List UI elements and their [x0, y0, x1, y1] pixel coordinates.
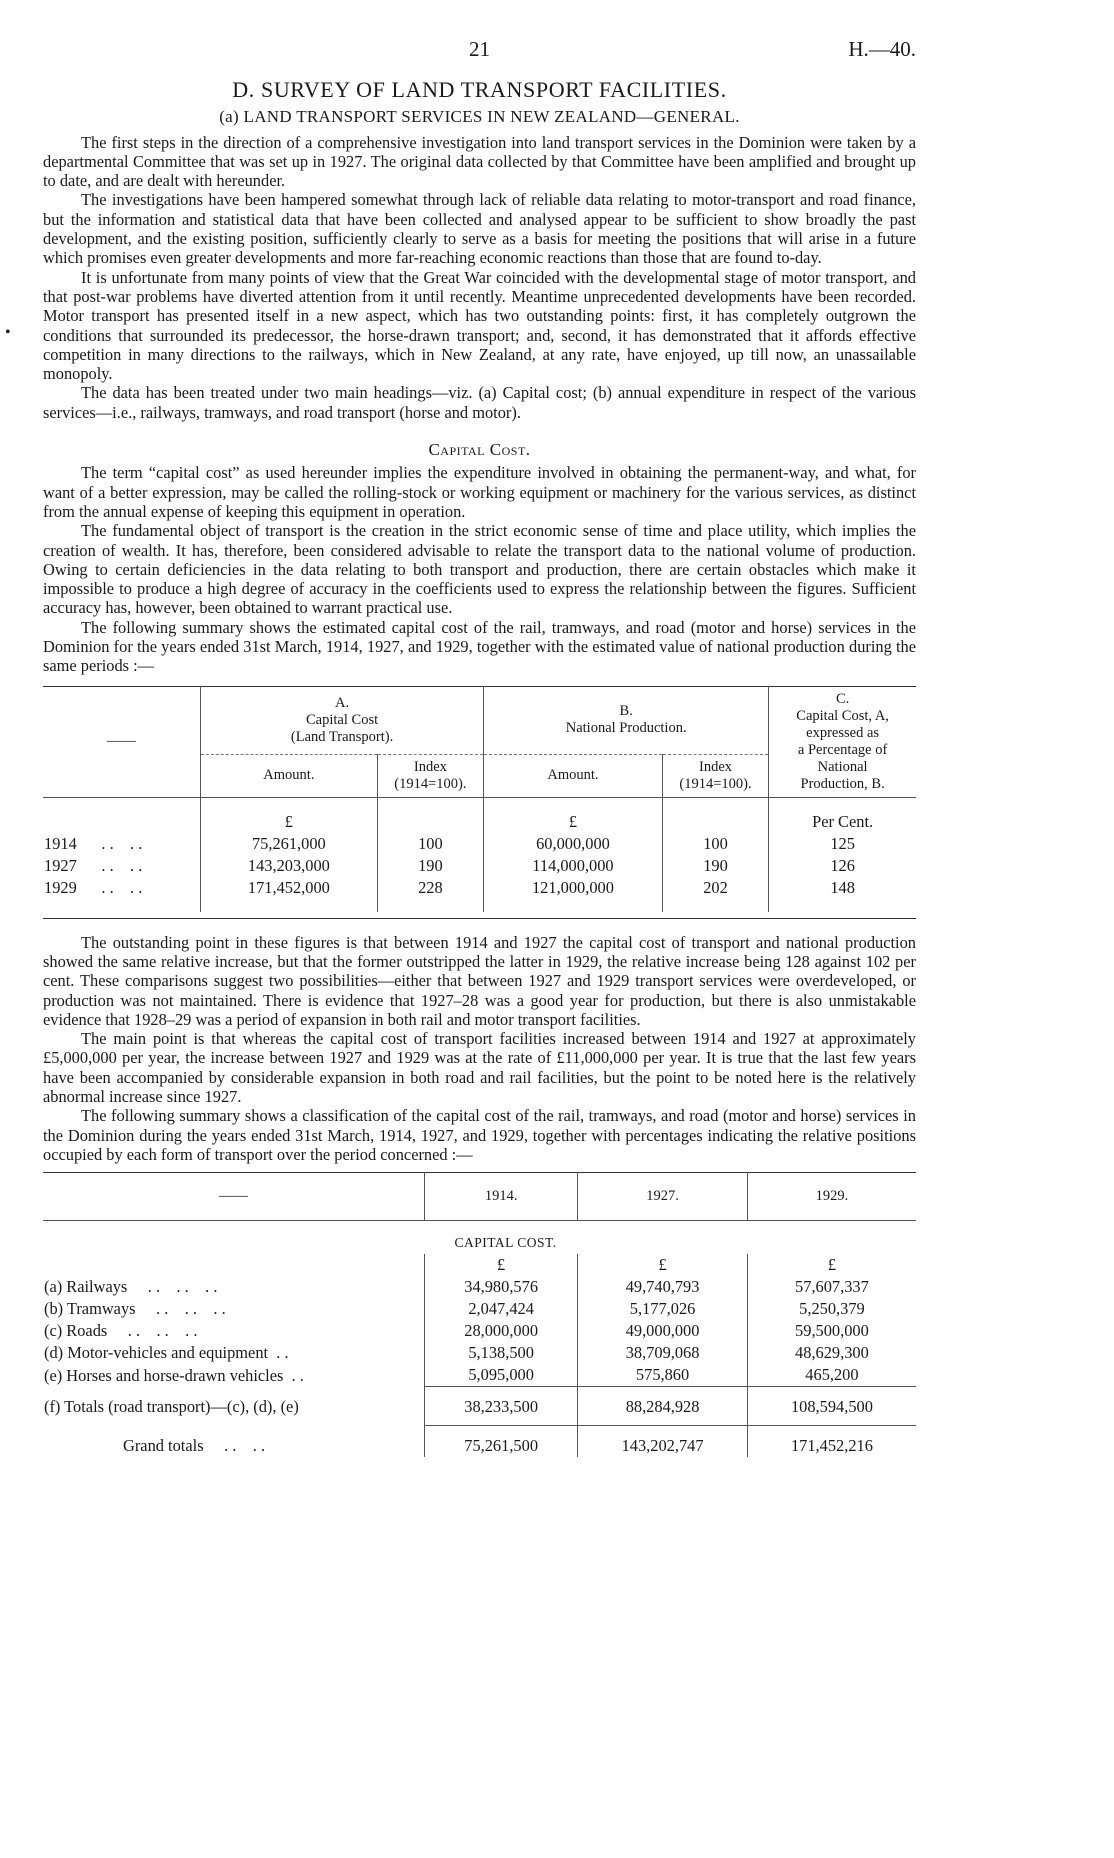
cell-1929: 57,607,337	[747, 1276, 916, 1298]
document-page	[5, 30, 916, 1457]
totals-row	[43, 1387, 916, 1426]
row-leader: . .	[291, 1365, 304, 1385]
row-leader: . . . .	[101, 833, 143, 853]
cell-1927: 49,740,793	[578, 1276, 748, 1298]
table-row	[43, 833, 916, 855]
row-year: 1927	[44, 855, 77, 875]
cell-b-index: 100	[662, 833, 768, 855]
table-row	[43, 855, 916, 877]
table-stub: ——	[107, 733, 137, 750]
cell-b-amount: 60,000,000	[484, 833, 663, 855]
column-group-c: C. Capital Cost, A, expressed as a Percentage of National Production, B.	[769, 686, 916, 797]
paragraph: The following summary shows the estimated capital cost of the rail, tramways, and road (motor and horse) services in the Dominion for the years ended 31st March, 1914, 1927, and 1929, together with the estimated value of national production during the same periods :—	[43, 617, 916, 676]
unit-label: £	[484, 797, 663, 833]
column-header-year: 1929.	[747, 1173, 916, 1221]
cell-a-index: 228	[377, 877, 483, 912]
paragraph: The data has been treated under two main headings—viz. (a) Capital cost; (b) annual expenditure in respect of the various services—i.e., railways, tramways, and road transport (horse and motor).	[43, 383, 916, 422]
column-group-a: A. Capital Cost (Land Transport).	[201, 686, 484, 755]
row-leader: . . . . . .	[147, 1277, 218, 1297]
capital-cost-production-table	[43, 686, 916, 912]
page-number: 21	[469, 37, 490, 61]
row-label: (c) Roads	[44, 1321, 108, 1341]
column-header-amount: Amount.	[201, 755, 378, 797]
cell-1914: 5,095,000	[425, 1364, 578, 1387]
document-reference: H.—40.	[848, 37, 916, 61]
paragraph: The outstanding point in these figures is that between 1914 and 1927 the capital cost of transport and national production showed the same relative increase, but that the former outstripped the latter in 1929, the relative increase being 128 against 102 per cent. These comparisons suggest two possibilities—either that between 1927 and 1929 transport services were overdeveloped, or production was not maintained. There is evidence that 1927–28 was a good year for production, but there is also unmistakable evidence that 1928–29 was a period of expansion in both rail and motor transport facilities.	[43, 932, 916, 1029]
cell-b-index: 190	[662, 855, 768, 877]
cell-b-index: 202	[662, 877, 768, 912]
row-leader: . . . .	[224, 1436, 266, 1456]
paragraph: The investigations have been hampered somewhat through lack of reliable data relating to motor-transport and road finance, but the information and statistical data that have been collected and analysed appear to be sufficient to show broadly the past development, and the existing position, sufficiently clearly to serve as a basis for meeting the positions that will arise in a future which promises even greater developments and more far-reaching economic reactions than those that are found to-day.	[43, 190, 916, 268]
row-leader: . . . .	[101, 855, 143, 875]
cell-a-index: 100	[377, 833, 483, 855]
cell-1914: 2,047,424	[425, 1298, 578, 1320]
cell-a-amount: 75,261,000	[201, 833, 378, 855]
cell-1914: 34,980,576	[425, 1276, 578, 1298]
table-caption: CAPITAL COST.	[454, 1235, 557, 1251]
cell-1929: 48,629,300	[747, 1342, 916, 1364]
unit-label: £	[201, 797, 378, 833]
paragraph: The fundamental object of transport is the creation in the strict economic sense of time and place utility, which implies the creation of wealth. It has, therefore, been considered advisable to relate the transport data to the national volume of production. Owing to certain deficiencies in the data relating to both transport and production, there are certain obstacles which make it impossible to produce a high degree of accuracy in the coefficients used to express the relationship between the figures. Sufficient accuracy has, however, been obtained to warrant practical use.	[43, 521, 916, 618]
cell-1929: 59,500,000	[747, 1320, 916, 1342]
cell-c-percent: 126	[769, 855, 916, 877]
column-header-amount: Amount.	[484, 755, 663, 797]
cell-1914: 38,233,500	[425, 1387, 578, 1426]
row-label: (b) Tramways	[44, 1299, 136, 1319]
row-year: 1929	[44, 877, 77, 897]
column-header-index: Index (1914=100).	[377, 755, 483, 797]
cell-1914: 5,138,500	[425, 1342, 578, 1364]
row-year: 1914	[44, 833, 77, 853]
row-leader: . . . .	[101, 877, 143, 897]
unit-label: £	[747, 1254, 916, 1276]
cell-c-percent: 125	[769, 833, 916, 855]
cell-1927: 575,860	[578, 1364, 748, 1387]
paragraph: The term “capital cost” as used hereunder implies the expenditure involved in obtaining the permanent-way, and what, for want of a better expression, may be called the rolling-stock or working equipment or machinery for the various services, as distinct from the annual expense of keeping this equipment in operation.	[43, 463, 916, 521]
cell-1927: 143,202,747	[578, 1426, 748, 1458]
cell-1914: 75,261,500	[425, 1426, 578, 1458]
row-label: (e) Horses and horse-drawn vehicles	[44, 1365, 284, 1385]
paragraph: The following summary shows a classification of the capital cost of the rail, tramways, and road (motor and horse) services in the Dominion during the years ended 31st March, 1914, 1927, and 1929, together with percentages indicating the relative positions occupied by each form of transport over the period concerned :—	[43, 1106, 916, 1164]
column-header-year: 1927.	[578, 1173, 748, 1221]
cell-a-amount: 171,452,000	[201, 877, 378, 912]
paragraph: It is unfortunate from many points of view that the Great War coincided with the developmental stage of motor transport, and that post-war problems have diverted attention from it until recently. Meantime unprecedented developments have been recorded. Motor transport has presented itself in a new aspect, which has two outstanding points: first, it has completely outgrown the conditions that surrounded its predecessor, the horse-drawn transport; and, second, it has demonstrated that it affords effective competition in many directions to the railways, which in New Zealand, at any rate, have enjoyed, up till now, an unassailable monopoly.	[43, 267, 916, 384]
grand-totals-label: Grand totals	[123, 1436, 204, 1456]
row-leader: . . . . . .	[156, 1299, 226, 1319]
table-row	[43, 1320, 916, 1342]
grand-totals-row	[43, 1426, 916, 1458]
cell-1929: 171,452,216	[747, 1426, 916, 1458]
column-group-b: B. National Production.	[484, 686, 769, 755]
row-label: (d) Motor-vehicles and equipment	[44, 1343, 269, 1363]
cell-1927: 49,000,000	[578, 1320, 748, 1342]
cell-a-index: 190	[377, 855, 483, 877]
unit-label: Per Cent.	[769, 797, 916, 833]
unit-label: £	[425, 1254, 578, 1276]
cell-1927: 88,284,928	[578, 1387, 748, 1426]
table-row	[43, 877, 916, 912]
cell-1914: 28,000,000	[425, 1320, 578, 1342]
cell-b-amount: 114,000,000	[484, 855, 663, 877]
margin-dot: •	[5, 324, 11, 341]
cell-c-percent: 148	[769, 877, 916, 912]
cell-b-amount: 121,000,000	[484, 877, 663, 912]
totals-label: (f) Totals (road transport)—(c), (d), (e)	[44, 1397, 299, 1417]
paragraph: The main point is that whereas the capital cost of transport facilities increased between 1914 and 1927 at approximately £5,000,000 per year, the increase between 1927 and 1929 was at the rate of £11,000,000 per year. It is true that the last few years have been accompanied by considerable expansion in both road and rail facilities, but the point to be noted here is the relatively abnormal increase since 1927.	[43, 1029, 916, 1106]
cell-1929: 5,250,379	[747, 1298, 916, 1320]
page-header	[43, 30, 916, 70]
cell-a-amount: 143,203,000	[201, 855, 378, 877]
page-title: D. SURVEY OF LAND TRANSPORT FACILITIES.	[232, 77, 727, 102]
table-row	[43, 1342, 916, 1364]
column-header-index: Index (1914=100).	[662, 755, 768, 797]
cell-1929: 108,594,500	[747, 1387, 916, 1426]
column-header-year: 1914.	[425, 1173, 578, 1221]
table-row	[43, 1276, 916, 1298]
row-label: (a) Railways	[44, 1277, 128, 1297]
row-leader: . . . . . .	[127, 1321, 198, 1341]
table-row	[43, 1364, 916, 1387]
cell-1927: 5,177,026	[578, 1298, 748, 1320]
cell-1927: 38,709,068	[578, 1342, 748, 1364]
unit-label: £	[578, 1254, 748, 1276]
section-heading: Capital Cost.	[428, 440, 531, 460]
table-stub: ——	[219, 1188, 248, 1205]
section-subtitle: (a) LAND TRANSPORT SERVICES IN NEW ZEALAND—GENERAL.	[219, 107, 740, 127]
capital-cost-classification-table	[43, 1172, 916, 1457]
row-leader: . .	[276, 1343, 289, 1363]
paragraph: The first steps in the direction of a comprehensive investigation into land transport services in the Dominion were taken by a departmental Committee that was set up in 1927. The original data collected by that Committee have been amplified and brought up to date, and are dealt with hereunder.	[43, 132, 916, 191]
table-row	[43, 1298, 916, 1320]
cell-1929: 465,200	[747, 1364, 916, 1387]
